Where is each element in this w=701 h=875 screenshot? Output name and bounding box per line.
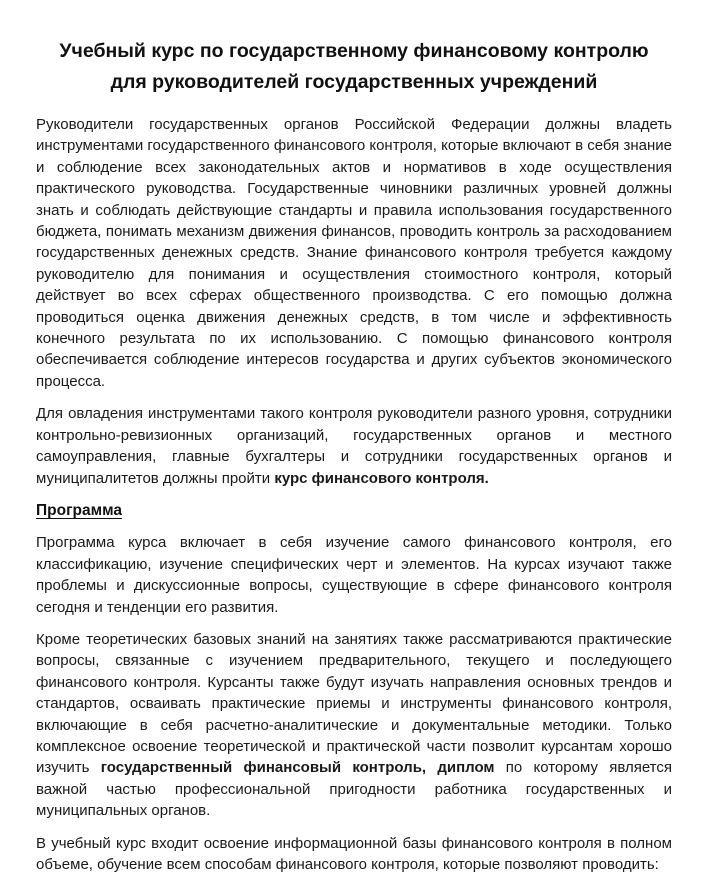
paragraph-bold-text: курс финансового контроля. <box>274 469 489 487</box>
paragraph-practical-training <box>36 629 672 822</box>
paragraph-text: Для овладения инструментами такого контроля руководители разного уровня, сотрудники контрольно-ревизионных организаций, государственных органов и местного самоуправления, главные бухгалтеры и сотрудники государственных органов и муниципалитетов должны пройти <box>36 405 672 487</box>
paragraph-course-scope <box>36 833 672 875</box>
document-title: Учебный курс по государственному финансовому контролю для руководителей государственных учреждений <box>59 40 649 93</box>
paragraph-text: Руководители государственных органов Российской Федерации должны владеть инструментами государственного финансового контроля, которые включают в себя знание и соблюдение всех законодательных актов и нормативов в ходе осуществления практического руководства. Государственные чиновники различных уровней должны знать и соблюдать действующие стандарты и правила использования государственного бюджета, понимать механизм движения финансов, проводить контроль за расходованием государственных денежных средств. Знание финансового контроля требуется каждому руководителю для понимания и осуществления стоимостного контроля, который действует во всех сферах общественного производства. С его помощью должна проводиться оценка движения денежных средств, в том числе и эффективность конечного результата по их использованию. С помощью финансового контроля обеспечивается соблюдение интересов государства и других субъектов экономического процесса. <box>36 116 672 390</box>
section-heading-program: Программа <box>36 501 122 519</box>
paragraph-program-overview <box>36 532 672 618</box>
paragraph-text: по которому является важной частью профессиональной пригодности работника государственных и муниципальных органов. <box>36 759 672 820</box>
paragraph-text: В учебный курс входит освоение информационной базы финансового контроля в полном объеме, обучение всем способам финансового контроля, которые позволяют проводить: <box>36 834 672 873</box>
paragraph-bold-text: государственный финансовый контроль, диплом <box>100 759 495 777</box>
paragraph-intro <box>36 114 672 392</box>
paragraph-text: Кроме теоретических базовых знаний на занятиях также рассматриваются практические вопросы, связанные с изучением предварительного, текущего и последующего финансового контроля. Курсанты также будут изучать направления основных трендов и стандартов, осваивать практические приемы и инструменты финансового контроля, включающие в себя расчетно-аналитические и документальные методики. Только комплексное освоение теоретической и практической части позволит курсантам хорошо изучить <box>36 630 672 777</box>
paragraph-course-requirement <box>36 403 672 489</box>
paragraph-text: Программа курса включает в себя изучение самого финансового контроля, его классификацию, изучение специфических черт и элементов. На курсах изучают также проблемы и дискуссионные вопросы, существующие в сфере финансового контроля сегодня и тенденции его развития. <box>36 534 672 616</box>
